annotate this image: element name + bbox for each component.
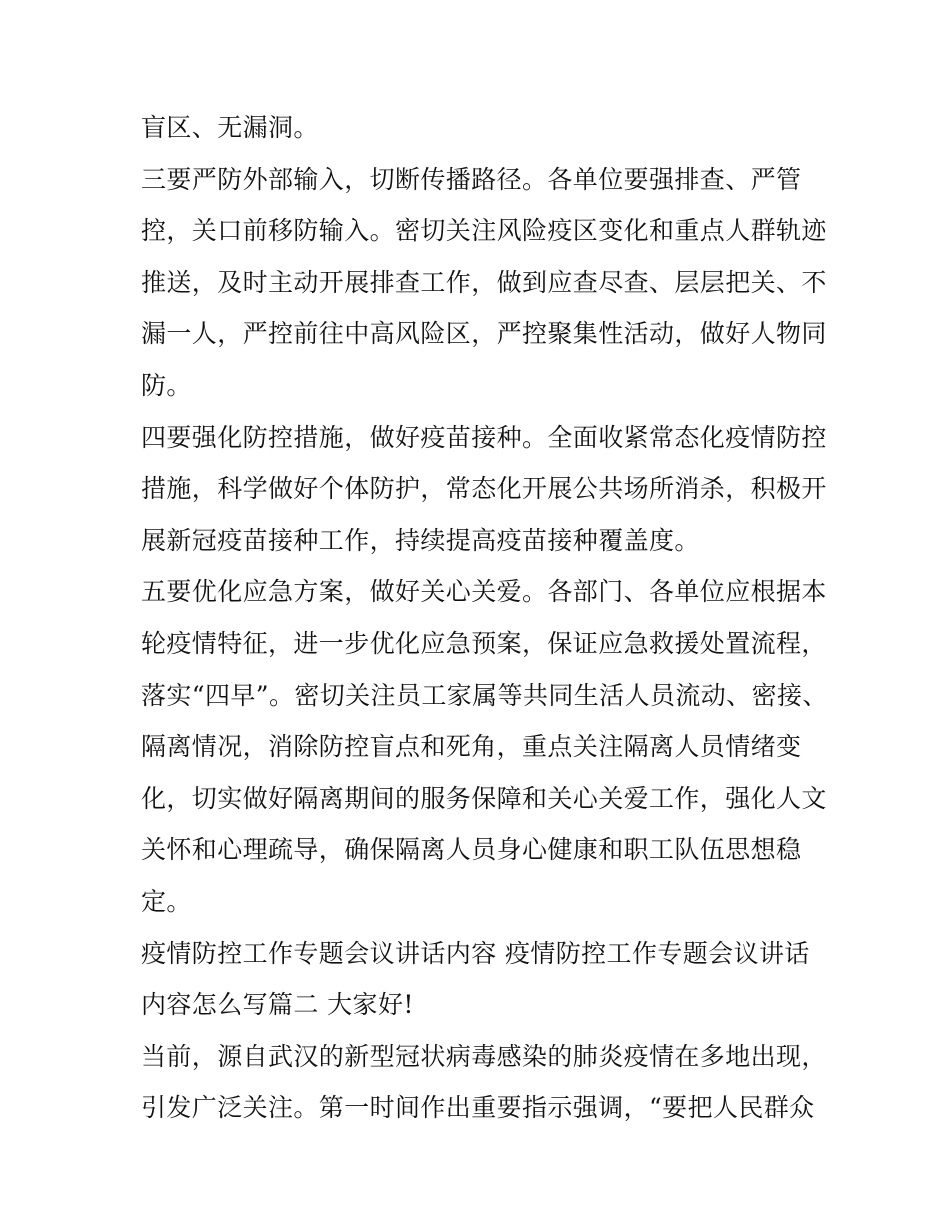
text-line: 控，关口前移防输入。密切关注风险疫区变化和重点人群轨迹: [141, 216, 827, 246]
text-line: 关怀和心理疏导，确保隔离人员身心健康和职工队伍思想稳: [141, 835, 802, 865]
text-line: 落实“四早”。密切关注员工家属等共同生活人员流动、密接、: [141, 680, 828, 710]
text-line: 四要强化防控措施，做好疫苗接种。全面收紧常态化疫情防控: [141, 422, 827, 452]
text-line: 漏一人，严控前往中高风险区，严控聚集性活动，做好人物同: [141, 319, 827, 349]
text-line: 疫情防控工作专题会议讲话内容 疫情防控工作专题会议讲话: [141, 938, 810, 968]
text-line: 五要优化应急方案，做好关心关爱。各部门、各单位应根据本: [141, 577, 827, 607]
text-line: 防。: [141, 370, 192, 400]
text-line: 盲区、无漏洞。: [141, 113, 319, 142]
text-line: 三要严防外部输入，切断传播路径。各单位要强排查、严管: [141, 164, 802, 194]
document-body: [141, 102, 828, 1134]
text-line: 展新冠疫苗接种工作，持续提高疫苗接种覆盖度。: [141, 525, 700, 555]
text-line: 化，切实做好隔离期间的服务保障和关心关爱工作，强化人文: [141, 783, 827, 813]
text-line: 引发广泛关注。第一时间作出重要指示强调，“要把人民群众: [141, 1093, 815, 1123]
text-line: 内容怎么写篇二 大家好!: [141, 990, 414, 1020]
text-line: 当前，源自武汉的新型冠状病毒感染的肺炎疫情在多地出现，: [141, 1041, 827, 1071]
text-line: 隔离情况，消除防控盲点和死角，重点关注隔离人员情绪变: [141, 732, 802, 762]
text-line: 措施，科学做好个体防护，常态化开展公共场所消杀，积极开: [141, 474, 827, 504]
text-line: 推送，及时主动开展排查工作，做到应查尽查、层层把关、不: [141, 267, 827, 297]
text-line: 定。: [141, 886, 192, 916]
text-line: 轮疫情特征，进一步优化应急预案，保证应急救援处置流程，: [141, 628, 827, 658]
